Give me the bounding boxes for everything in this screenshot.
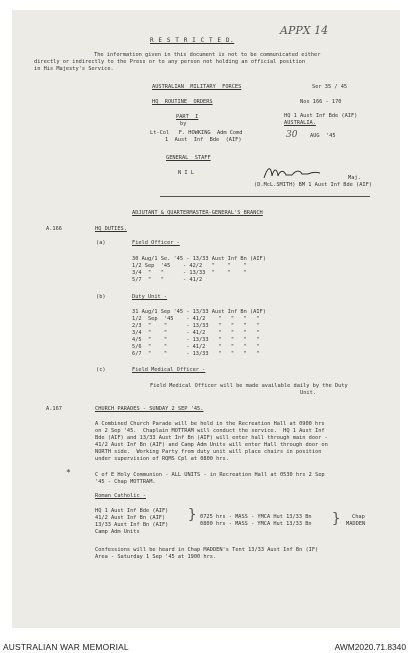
general-staff-heading: GENERAL STAFF — [166, 155, 211, 161]
warning-line-3: in His Majesty's Service. — [34, 66, 114, 72]
warning-line-1: The information given in this document is not to be communicated either — [94, 52, 321, 58]
duty-unit-row: 5/6 " " - 41/2 " " " " — [132, 344, 260, 350]
general-staff-value: N I L — [178, 170, 194, 176]
archive-footer — [0, 630, 410, 653]
duty-unit-row: 6/7 " " - 13/33 " " " " — [132, 351, 260, 357]
routine-orders-heading: HQ ROUTINE ORDERS — [152, 99, 213, 105]
forces-heading: AUSTRALIAN MILITARY FORCES — [152, 84, 242, 90]
duty-unit-row: 4/5 " " - 13/33 " " " " — [132, 337, 260, 343]
date-month: AUG '45 — [310, 133, 336, 139]
rc-brace-right: } — [332, 511, 341, 527]
church-paragraph-line: A Combined Church Parade will be held in the Recreation Hall at 0900 hrs — [95, 421, 325, 427]
hq-location-line: HQ 1 Aust Inf Bde (AIF) — [284, 113, 358, 119]
rc-chaplain: Chap — [352, 514, 365, 520]
a166-title: HQ DUTIES. — [95, 226, 127, 232]
holy-communion-line: '45 - Chap MOTTRAM. — [95, 479, 156, 485]
serial-number: Ser 35 / 45 — [312, 84, 348, 90]
duty-unit-row: 2/3 " " - 13/33 " " " " — [132, 323, 260, 329]
appendix-handwritten: APPX 14 — [280, 24, 329, 37]
field-medical-text: Unit. — [300, 390, 316, 396]
field-medical-label: (c) — [96, 367, 106, 373]
church-paragraph-line: under supervision of RQMS Cpl at 0800 hrs. — [95, 456, 229, 462]
a167-title: CHURCH PARADES - SUNDAY 2 SEP '45. — [95, 406, 204, 412]
order-numbers: Nos 166 - 170 — [300, 99, 342, 105]
duty-unit-label: (b) — [96, 294, 106, 300]
rc-unit: Camp Adm Units — [95, 529, 140, 535]
restricted-heading: R E S T R I C T E D. — [150, 37, 235, 44]
field-officer-row: 1/2 Sep '45 - 42/2 " " " — [132, 263, 247, 269]
duty-unit-heading: Duty Unit - — [132, 294, 168, 300]
signature-name-line: (D.McL.SMITH) BM 1 Aust Inf Bde (AIF) — [254, 182, 372, 188]
footer-institution: AUSTRALIAN WAR MEMORIAL — [3, 642, 129, 652]
duty-unit-row: 3/4 " " - 41/2 " " " " — [132, 330, 260, 336]
rc-time: 0725 hrs - MASS - YMCA Hut 13/33 Bn — [200, 514, 312, 520]
field-officer-heading: Field Officer - — [132, 240, 180, 246]
field-medical-heading: Field Medical Officer - — [132, 367, 206, 373]
church-paragraph-line: NORTH side. Working Party from duty unit will place chairs in position — [95, 449, 322, 455]
footer-accession: AWM2020.71.8340 — [334, 642, 406, 652]
field-officer-row: 3/4 " " - 13/33 " " " — [132, 270, 247, 276]
church-paragraph-line: 41/2 Aust Inf Bn (AIF) and Camp Adm Units will enter Hall through door on — [95, 442, 328, 448]
rc-unit: 13/33 Aust Inf Bn (AIF) — [95, 522, 169, 528]
confessions-line: Confessions will be heard in Chap MADDEN's Tent 13/33 Aust Inf Bn (IF) — [95, 547, 319, 553]
brigade-line: 1 Aust Inf Bde (AIF) — [165, 137, 242, 143]
confessions-line: Area - Saturday 1 Sep '45 at 1900 hrs. — [95, 554, 217, 560]
part-heading: PART I — [176, 114, 199, 120]
country-line: AUSTRALIA. — [284, 120, 316, 126]
signature-rank: Maj. — [348, 175, 361, 181]
branch-heading: ADJUTANT & QUARTERMASTER-GENERAL'S BRANCH — [132, 210, 263, 216]
field-officer-row: 5/7 " " - 41/2 — [132, 277, 203, 283]
roman-catholic-heading: Roman Catholic - — [95, 493, 147, 499]
church-paragraph-line: Bde (AIF) and 13/33 Aust Inf Bn (AIF) will enter hall through main door - — [95, 435, 328, 441]
duty-unit-row: 31 Aug/1 Sep '45 - 13/33 Aust Inf Bn (AIF) — [132, 309, 266, 315]
church-paragraph-line: on 2 Sep '45. Chaplain MOTTRAM will conduct the service. HQ 1 Aust Inf — [95, 428, 325, 434]
warning-line-2: directly or indirectly to the Press or to any person not holding an official position — [34, 59, 306, 65]
duty-unit-row: 1/2 Sep '45 - 41/2 " " " " — [132, 316, 260, 322]
rc-brace-left: } — [188, 507, 197, 523]
rc-unit: HQ 1 Aust Inf Bde (AIF) — [95, 508, 169, 514]
rc-time: 0800 hrs - MASS - YMCA Hut 13/33 Bn — [200, 521, 312, 527]
date-day-handwritten: 30 — [286, 130, 298, 140]
by-text: by — [180, 121, 187, 127]
commander-line: Lt-Col F. HOWKING Adm Comd — [150, 130, 243, 136]
divider-rule — [160, 196, 370, 197]
a167-number: A.167 — [46, 406, 62, 412]
asterisk-mark: * — [66, 468, 71, 477]
field-officer-label: (a) — [96, 240, 106, 246]
rc-unit: 41/2 Aust Inf Bn (AIF) — [95, 515, 166, 521]
a166-number: A.166 — [46, 226, 62, 232]
rc-chaplain: MADDEN — [346, 521, 366, 527]
field-officer-row: 30 Aug/1 Se. '45 - 13/33 Aust Inf Bn (AIF) — [132, 256, 266, 262]
signature-mark — [262, 164, 332, 182]
field-medical-text: Field Medical Officer will be made available daily by the Duty — [150, 383, 348, 389]
holy-communion-line: C of E Holy Communion - ALL UNITS - in Recreation Hall at 0530 hrs 2 Sep — [95, 472, 325, 478]
